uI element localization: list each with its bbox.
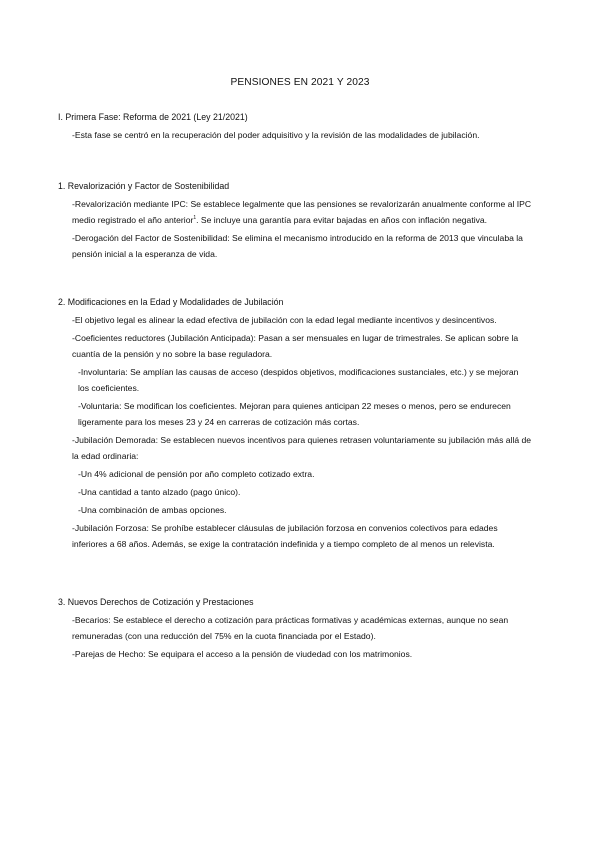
paragraph: -Becarios: Se establece el derecho a cotización para prácticas formativas y académicas externas, aunque no sean remuneradas (con una reducción del 75% en la cuota financiada por el Estado). [72, 615, 509, 641]
section-heading: I. Primera Fase: Reforma de 2021 (Ley 21/2021) [58, 112, 248, 122]
paragraph-derogacion: -Derogación del Factor de Sostenibilidad: Se elimina el mecanismo introducido en la reforma de 2013 que vinculaba la pensión inicial a la esperanza de vida. [72, 233, 523, 259]
section-nuevos-derechos [58, 594, 538, 662]
section-heading: 1. Revalorización y Factor de Sostenibilidad [58, 181, 230, 191]
section-revalorizacion [58, 178, 538, 262]
sub-paragraph: -Un 4% adicional de pensión por año completo cotizado extra. [78, 469, 315, 479]
document-title: PENSIONES EN 2021 Y 2023 [230, 77, 370, 88]
sub-paragraph: -Voluntaria: Se modifican los coeficientes. Mejoran para quienes anticipan 22 meses o menos, pero se endurecen ligeramente para los meses 23 y 24 en carreras de cotización más cortas. [78, 401, 511, 427]
paragraph: -Esta fase se centró en la recuperación del poder adquisitivo y la revisión de las modalidades de jubilación. [72, 130, 480, 140]
sub-paragraph: -Una cantidad a tanto alzado (pago único). [78, 487, 241, 497]
paragraph: -Parejas de Hecho: Se equipara el acceso a la pensión de viudedad con los matrimonios. [72, 649, 413, 659]
section-primera-fase [58, 109, 538, 143]
section-modificaciones-edad [58, 294, 538, 552]
section-heading: 3. Nuevos Derechos de Cotización y Prestaciones [58, 597, 254, 607]
sub-paragraph: -Involuntaria: Se amplían las causas de acceso (despidos objetivos, modificaciones sustanciales, etc.) y se mejoran los coeficientes. [78, 367, 519, 393]
sub-paragraph: -Una combinación de ambas opciones. [78, 505, 227, 515]
paragraph: -Jubilación Demorada: Se establecen nuevos incentivos para quienes retrasen voluntariamente su jubilación más allá de la edad ordinaria: [72, 435, 532, 461]
paragraph: -Coeficientes reductores (Jubilación Anticipada): Pasan a ser mensuales en lugar de trimestrales. Se aplican sobre la cuantía de la pensión y no sobre la base reguladora. [72, 333, 519, 359]
paragraph-text: -Revalorización mediante IPC: Se establece legalmente que las pensiones se revalorizarán anualmente conforme al IPC medio registrado el año anterior [72, 199, 532, 225]
paragraph: -El objetivo legal es alinear la edad efectiva de jubilación con la edad legal mediante incentivos y desincentivos. [72, 315, 497, 325]
paragraph: -Jubilación Forzosa: Se prohíbe establecer cláusulas de jubilación forzosa en convenios colectivos para edades inferiores a 68 años. Además, se exige la contratación indefinida y a tiempo completo de al menos un relevista. [72, 523, 498, 549]
footnote-marker: 1 [193, 215, 197, 222]
paragraph-revalorizacion-ipc [72, 196, 532, 228]
paragraph-text: . Se incluye una garantía para evitar bajadas en años con inflación negativa. [196, 215, 488, 225]
section-heading: 2. Modificaciones en la Edad y Modalidades de Jubilación [58, 297, 284, 307]
